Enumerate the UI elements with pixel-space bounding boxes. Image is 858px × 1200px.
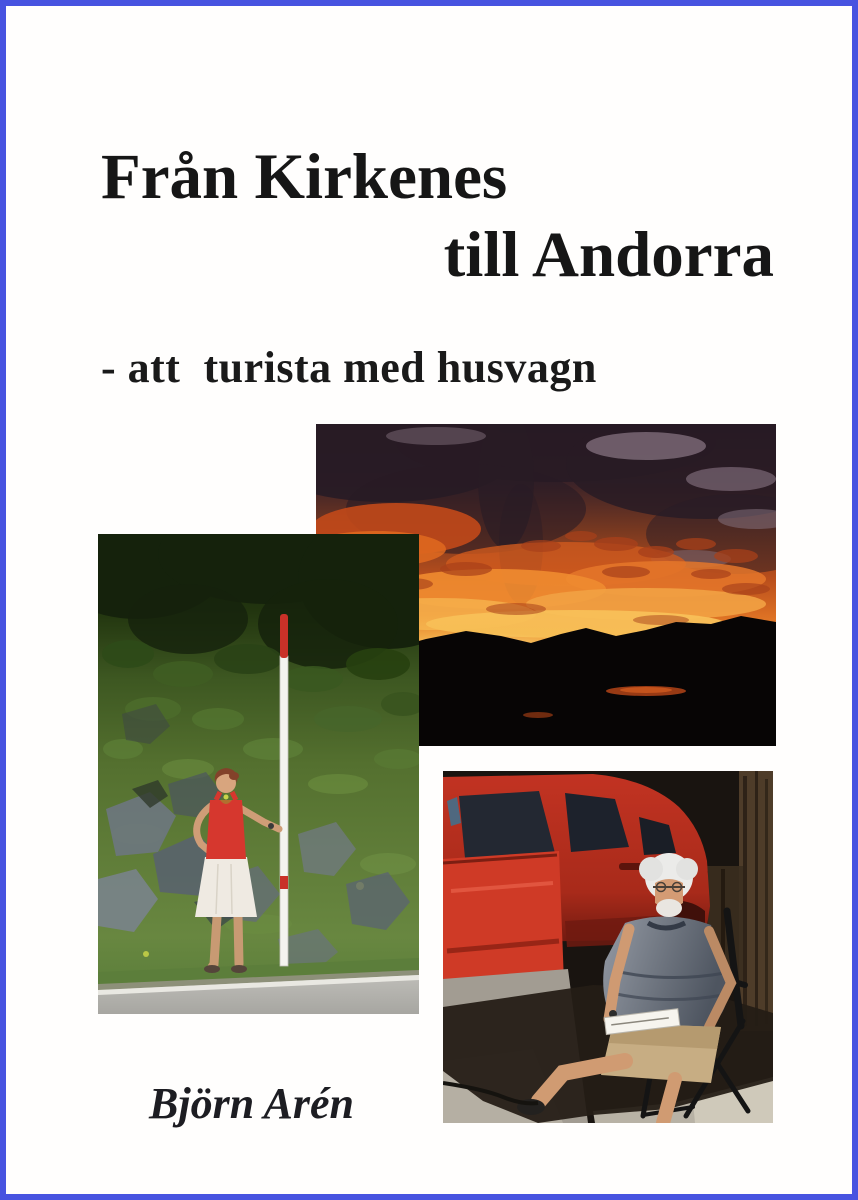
red-tank-top <box>206 800 246 859</box>
photo-man-in-chair-by-red-car <box>443 771 773 1123</box>
title-line-1: Från Kirkenes <box>101 141 508 213</box>
title-line-2: till Andorra <box>443 219 774 291</box>
photo-woman-at-marker-pole <box>98 534 419 1014</box>
marker-pole <box>280 614 288 966</box>
subtitle: - att turista med husvagn <box>101 343 597 392</box>
white-skirt <box>195 857 257 917</box>
author-name: Björn Arén <box>149 1079 355 1128</box>
